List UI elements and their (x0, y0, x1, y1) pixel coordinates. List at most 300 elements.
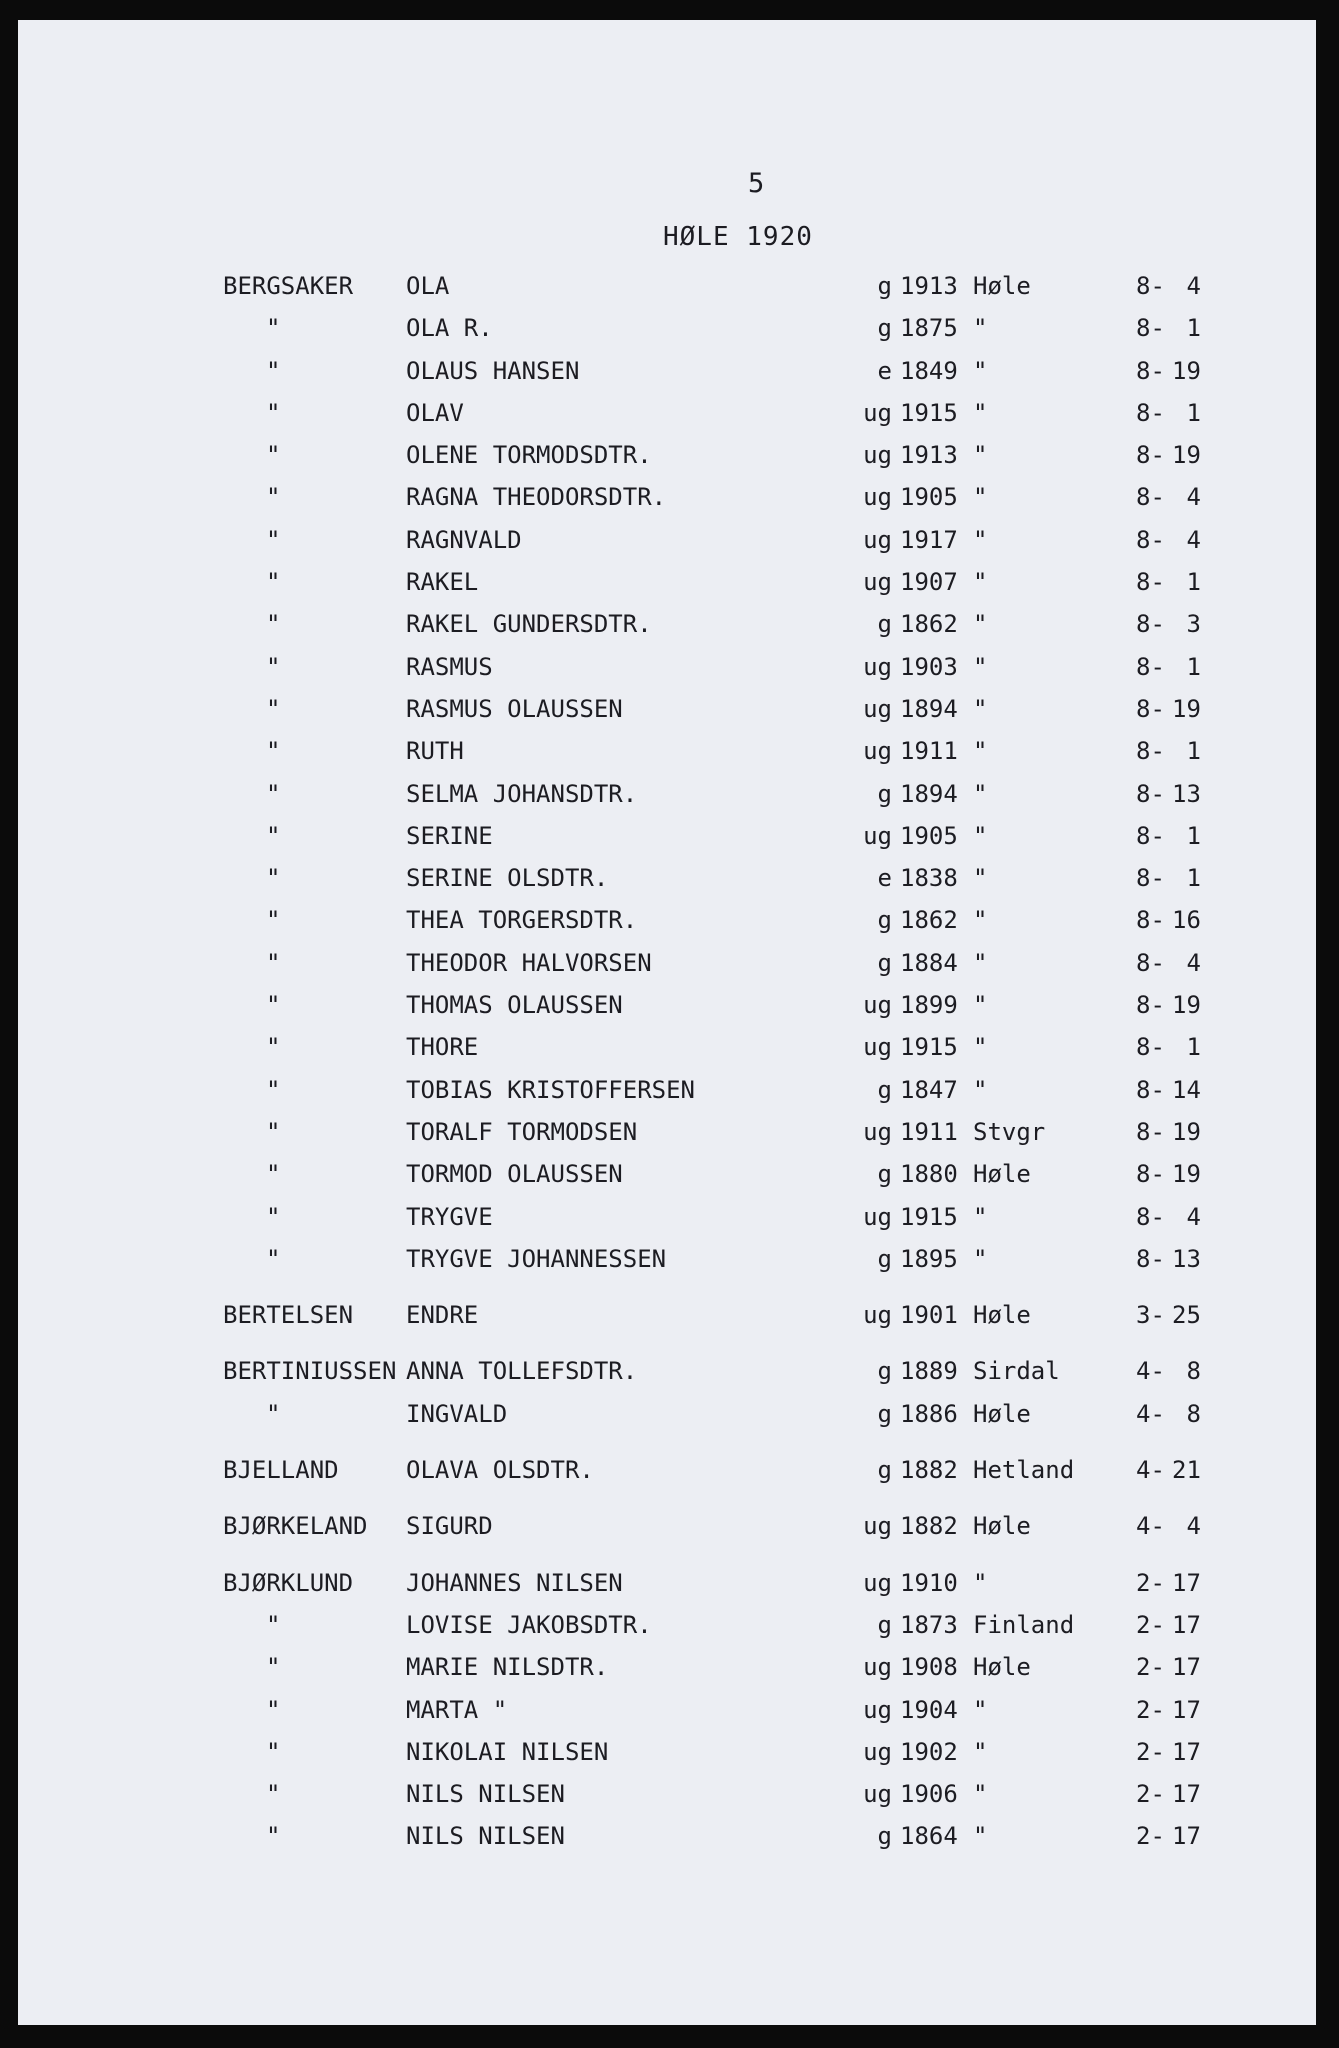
code-number: 21 (1172, 1456, 1201, 1485)
list-item (18, 568, 1316, 610)
code-prefix: 8- (1136, 737, 1165, 766)
surname-text: " (266, 779, 281, 808)
surname-text: BJØRKLUND (223, 1568, 354, 1597)
birthplace-text: " (973, 568, 988, 597)
code-text (1136, 906, 1224, 934)
list-item (18, 822, 1316, 864)
birth-year-text: 1884 (900, 948, 958, 977)
birth-year-text: 1915 (900, 1033, 958, 1062)
birthplace-text: " (973, 483, 988, 512)
given-name-text: RUTH (406, 737, 464, 766)
birth-year-text: 1906 (900, 1780, 958, 1809)
birth-year-text: 1847 (900, 1075, 958, 1104)
birthplace-text: " (973, 991, 988, 1020)
given-name-text: MARIE NILSDTR. (406, 1653, 609, 1682)
code-prefix: 8- (1136, 525, 1165, 554)
code-text (1136, 1611, 1224, 1639)
code-prefix: 8- (1136, 991, 1165, 1020)
birthplace-text: " (973, 610, 988, 639)
list-item (18, 610, 1316, 652)
code-text (1136, 991, 1224, 1019)
code-number: 19 (1172, 1117, 1201, 1146)
birthplace-text: " (973, 1244, 988, 1273)
marital-status-text: ug (863, 652, 892, 681)
birthplace-text: " (973, 1202, 988, 1231)
code-prefix: 8- (1136, 1160, 1165, 1189)
birthplace-text: " (973, 1033, 988, 1062)
surname-text: " (266, 356, 281, 385)
birth-year-text: 1875 (900, 314, 958, 343)
marital-status-text: g (877, 1244, 892, 1273)
birthplace-text: Sirdal (973, 1357, 1060, 1386)
birth-year-text: 1889 (900, 1357, 958, 1386)
given-name-text: NIKOLAI NILSEN (406, 1737, 609, 1766)
list-item (18, 1301, 1316, 1343)
surname-text: " (266, 1202, 281, 1231)
marital-status-text: ug (863, 398, 892, 427)
code-prefix: 3- (1136, 1301, 1165, 1330)
code-number: 8 (1186, 1357, 1201, 1386)
birthplace-text: " (973, 1737, 988, 1766)
code-number: 4 (1186, 272, 1201, 300)
surname-text: " (266, 991, 281, 1020)
given-name-text: TRYGVE (406, 1202, 493, 1231)
marital-status-text: ug (863, 1202, 892, 1231)
birth-year-text: 1862 (900, 906, 958, 935)
marital-status-text: ug (863, 1568, 892, 1597)
code-number: 1 (1186, 314, 1201, 343)
code-prefix: 2- (1136, 1653, 1165, 1682)
surname-text: " (266, 1033, 281, 1062)
given-name-text: NILS NILSEN (406, 1780, 565, 1809)
birth-year-text: 1908 (900, 1653, 958, 1682)
code-number: 8 (1186, 1399, 1201, 1428)
code-text (1136, 1118, 1224, 1146)
birth-year-text: 1915 (900, 1202, 958, 1231)
surname-text: BJELLAND (223, 1456, 339, 1485)
surname-text: " (266, 906, 281, 935)
code-prefix: 8- (1136, 398, 1165, 427)
code-prefix: 8- (1136, 314, 1165, 343)
birth-year-text: 1880 (900, 1160, 958, 1189)
birthplace-text: Høle (973, 1512, 1031, 1541)
code-number: 13 (1172, 779, 1201, 808)
list-item (18, 1696, 1316, 1738)
marital-status-text: ug (863, 525, 892, 554)
birthplace-text: Høle (973, 1399, 1031, 1428)
birth-year-text: 1901 (900, 1301, 958, 1330)
surname-text: " (266, 1822, 281, 1851)
list-item (18, 1456, 1316, 1498)
given-name-text: RASMUS (406, 652, 493, 681)
marital-status-text: g (877, 1456, 892, 1485)
code-prefix: 2- (1136, 1822, 1165, 1851)
marital-status-text: g (877, 610, 892, 639)
birthplace-text: " (973, 441, 988, 470)
birth-year-text: 1905 (900, 821, 958, 850)
code-text (1136, 1203, 1224, 1231)
code-number: 3 (1186, 610, 1201, 639)
given-name-text: NILS NILSEN (406, 1822, 565, 1851)
birth-year-text: 1882 (900, 1512, 958, 1541)
code-number: 4 (1186, 948, 1201, 977)
given-name-text: TORALF TORMODSEN (406, 1117, 638, 1146)
birth-year-text: 1895 (900, 1244, 958, 1273)
code-prefix: 8- (1136, 1033, 1165, 1062)
code-number: 17 (1172, 1737, 1201, 1766)
birthplace-text: " (973, 1780, 988, 1809)
list-item (18, 1203, 1316, 1245)
birth-year-text: 1904 (900, 1695, 958, 1724)
list-item (18, 1357, 1316, 1399)
given-name-text: RAKEL (406, 568, 479, 597)
code-text (1136, 483, 1224, 511)
surname-text: " (266, 1653, 281, 1682)
birthplace-text: " (973, 1075, 988, 1104)
code-prefix: 4- (1136, 1399, 1165, 1428)
code-text (1136, 568, 1224, 596)
surname-text: " (266, 1737, 281, 1766)
marital-status-text: ug (863, 1512, 892, 1541)
given-name-text: SERINE OLSDTR. (406, 864, 609, 893)
code-text (1136, 1076, 1224, 1104)
list-item (18, 272, 1316, 314)
birthplace-text: " (973, 356, 988, 385)
birth-year-text: 1864 (900, 1822, 958, 1851)
birth-year-text: 1838 (900, 864, 958, 893)
surname-text: " (266, 525, 281, 554)
code-text (1136, 695, 1224, 723)
surname-text: " (266, 1075, 281, 1104)
marital-status-text: e (877, 356, 892, 385)
birthplace-text: " (973, 314, 988, 343)
code-prefix: 8- (1136, 652, 1165, 681)
surname-text: " (266, 1160, 281, 1189)
given-name-text: OLAV (406, 398, 464, 427)
marital-status-text: ug (863, 483, 892, 512)
birthplace-text: Høle (973, 1653, 1031, 1682)
code-prefix: 8- (1136, 779, 1165, 808)
list-item (18, 357, 1316, 399)
code-prefix: 8- (1136, 821, 1165, 850)
birth-year-text: 1882 (900, 1456, 958, 1485)
list-item (18, 864, 1316, 906)
list-item (18, 695, 1316, 737)
list-item (18, 1569, 1316, 1611)
code-text (1136, 1822, 1224, 1850)
given-name-text: OLAVA OLSDTR. (406, 1456, 594, 1485)
birth-year-text: 1903 (900, 652, 958, 681)
code-number: 1 (1186, 652, 1201, 681)
list-item (18, 483, 1316, 525)
marital-status-text: g (877, 1160, 892, 1189)
birthplace-text: Høle (973, 1301, 1031, 1330)
code-text (1136, 441, 1224, 469)
birth-year-text: 1899 (900, 991, 958, 1020)
birthplace-text: Hetland (973, 1456, 1075, 1485)
code-text (1136, 737, 1224, 765)
list-item (18, 1738, 1316, 1780)
marital-status-text: g (877, 1822, 892, 1851)
code-text (1136, 1301, 1224, 1329)
code-number: 4 (1186, 1202, 1201, 1231)
list-item (18, 1245, 1316, 1287)
birthplace-text: " (973, 864, 988, 893)
code-prefix: 8- (1136, 610, 1165, 639)
marital-status-text: ug (863, 821, 892, 850)
given-name-text: INGVALD (406, 1399, 508, 1428)
code-number: 1 (1186, 1033, 1201, 1062)
list-item (18, 737, 1316, 779)
marital-status-text: g (877, 1399, 892, 1428)
birth-year-text: 1902 (900, 1737, 958, 1766)
surname-text: BJØRKELAND (223, 1512, 368, 1541)
code-text (1136, 526, 1224, 554)
census-list (18, 272, 1316, 1865)
code-text (1136, 399, 1224, 427)
given-name-text: LOVISE JAKOBSDTR. (406, 1610, 652, 1639)
birth-year-text: 1917 (900, 525, 958, 554)
surname-text: " (266, 864, 281, 893)
given-name-text: THEODOR HALVORSEN (406, 948, 652, 977)
code-text (1136, 1357, 1224, 1385)
page-title: HØLE 1920 (663, 222, 813, 252)
list-item (18, 949, 1316, 991)
code-prefix: 8- (1136, 356, 1165, 385)
birthplace-text: " (973, 1822, 988, 1851)
code-prefix: 2- (1136, 1737, 1165, 1766)
surname-text: " (266, 821, 281, 850)
document-page (18, 20, 1316, 2025)
given-name-text: JOHANNES NILSEN (406, 1568, 623, 1597)
code-text (1136, 780, 1224, 808)
code-number: 1 (1186, 864, 1201, 893)
marital-status-text: g (877, 1075, 892, 1104)
marital-status-text: ug (863, 991, 892, 1020)
birthplace-text: Høle (973, 1160, 1031, 1189)
list-item (18, 1400, 1316, 1442)
list-item (18, 1822, 1316, 1864)
code-text (1136, 864, 1224, 892)
list-item (18, 1780, 1316, 1822)
code-number: 19 (1172, 441, 1201, 470)
given-name-text: THORE (406, 1033, 479, 1062)
birth-year-text: 1873 (900, 1610, 958, 1639)
given-name-text: ANNA TOLLEFSDTR. (406, 1357, 638, 1386)
given-name-text: ENDRE (406, 1301, 479, 1330)
given-name-text: MARTA " (406, 1695, 508, 1724)
code-number: 1 (1186, 737, 1201, 766)
surname-text: BERTINIUSSEN (223, 1357, 397, 1386)
birthplace-text: " (973, 1568, 988, 1597)
surname-text: " (266, 652, 281, 681)
given-name-text: TRYGVE JOHANNESSEN (406, 1244, 667, 1273)
surname-text: " (266, 314, 281, 343)
marital-status-text: ug (863, 1301, 892, 1330)
list-item (18, 399, 1316, 441)
code-prefix: 2- (1136, 1568, 1165, 1597)
code-prefix: 8- (1136, 906, 1165, 935)
surname-text: " (266, 441, 281, 470)
code-prefix: 8- (1136, 272, 1165, 300)
marital-status-text: ug (863, 1117, 892, 1146)
given-name-text: THEA TORGERSDTR. (406, 906, 638, 935)
birth-year-text: 1894 (900, 779, 958, 808)
given-name-text: OLENE TORMODSDTR. (406, 441, 652, 470)
list-item (18, 314, 1316, 356)
code-number: 17 (1172, 1822, 1201, 1851)
code-prefix: 4- (1136, 1512, 1165, 1541)
given-name-text: SELMA JOHANSDTR. (406, 779, 638, 808)
list-item (18, 1653, 1316, 1695)
code-text (1136, 1160, 1224, 1188)
code-text (1136, 1512, 1224, 1540)
code-text (1136, 1780, 1224, 1808)
birthplace-text: Høle (973, 272, 1031, 300)
given-name-text: RAKEL GUNDERSDTR. (406, 610, 652, 639)
code-number: 14 (1172, 1075, 1201, 1104)
marital-status-text: g (877, 1357, 892, 1386)
surname-text: BERGSAKER (223, 272, 354, 300)
marital-status-text: g (877, 948, 892, 977)
marital-status-text: ug (863, 441, 892, 470)
code-number: 4 (1186, 1512, 1201, 1541)
marital-status-text: ug (863, 1737, 892, 1766)
list-item (18, 1118, 1316, 1160)
code-prefix: 8- (1136, 1202, 1165, 1231)
marital-status-text: ug (863, 1033, 892, 1062)
birthplace-text: " (973, 398, 988, 427)
birth-year-text: 1915 (900, 398, 958, 427)
code-number: 1 (1186, 398, 1201, 427)
birth-year-text: 1862 (900, 610, 958, 639)
code-prefix: 8- (1136, 1244, 1165, 1273)
birth-year-text: 1905 (900, 483, 958, 512)
birth-year-text: 1907 (900, 568, 958, 597)
birthplace-text: Stvgr (973, 1117, 1046, 1146)
birthplace-text: " (973, 779, 988, 808)
marital-status-text: ug (863, 1695, 892, 1724)
code-number: 16 (1172, 906, 1201, 935)
birth-year-text: 1913 (900, 441, 958, 470)
code-number: 19 (1172, 1160, 1201, 1189)
code-text (1136, 1400, 1224, 1428)
code-prefix: 8- (1136, 948, 1165, 977)
birthplace-text: " (973, 525, 988, 554)
code-text (1136, 314, 1224, 342)
given-name-text: SERINE (406, 821, 493, 850)
birthplace-text: " (973, 737, 988, 766)
given-name-text: THOMAS OLAUSSEN (406, 991, 623, 1020)
marital-status-text: g (877, 906, 892, 935)
page-number: 5 (748, 168, 765, 199)
code-prefix: 8- (1136, 568, 1165, 597)
code-number: 4 (1186, 483, 1201, 512)
birth-year-text: 1910 (900, 1568, 958, 1597)
given-name-text: RAGNA THEODORSDTR. (406, 483, 667, 512)
code-text (1136, 1033, 1224, 1061)
code-prefix: 4- (1136, 1456, 1165, 1485)
given-name-text: SIGURD (406, 1512, 493, 1541)
surname-text: " (266, 1244, 281, 1273)
surname-text: " (266, 1695, 281, 1724)
code-prefix: 2- (1136, 1780, 1165, 1809)
marital-status-text: g (877, 1610, 892, 1639)
code-number: 17 (1172, 1610, 1201, 1639)
marital-status-text: ug (863, 694, 892, 723)
code-number: 17 (1172, 1780, 1201, 1809)
birthplace-text: " (973, 948, 988, 977)
surname-text: " (266, 398, 281, 427)
code-number: 19 (1172, 991, 1201, 1020)
code-prefix: 2- (1136, 1610, 1165, 1639)
list-item (18, 780, 1316, 822)
list-item (18, 1160, 1316, 1202)
code-text (1136, 1569, 1224, 1597)
list-item (18, 1611, 1316, 1653)
marital-status-text: ug (863, 1653, 892, 1682)
code-prefix: 8- (1136, 441, 1165, 470)
list-item (18, 906, 1316, 948)
code-number: 1 (1186, 568, 1201, 597)
given-name-text: TORMOD OLAUSSEN (406, 1160, 623, 1189)
surname-text: BERTELSEN (223, 1301, 354, 1330)
code-prefix: 8- (1136, 1117, 1165, 1146)
code-text (1136, 272, 1224, 300)
code-prefix: 8- (1136, 694, 1165, 723)
surname-text: " (266, 694, 281, 723)
surname-text: " (266, 1610, 281, 1639)
given-name-text: OLA (406, 272, 450, 300)
marital-status-text: ug (863, 737, 892, 766)
given-name-text: TOBIAS KRISTOFFERSEN (406, 1075, 695, 1104)
code-number: 17 (1172, 1653, 1201, 1682)
list-item (18, 441, 1316, 483)
surname-text: " (266, 1780, 281, 1809)
surname-text: " (266, 568, 281, 597)
marital-status-text: e (877, 864, 892, 893)
list-item (18, 1033, 1316, 1075)
given-name-text: OLAUS HANSEN (406, 356, 580, 385)
marital-status-text: g (877, 314, 892, 343)
marital-status-text: g (877, 779, 892, 808)
code-text (1136, 1738, 1224, 1766)
given-name-text: OLA R. (406, 314, 493, 343)
code-number: 13 (1172, 1244, 1201, 1273)
list-item (18, 526, 1316, 568)
code-prefix: 2- (1136, 1695, 1165, 1724)
birth-year-text: 1911 (900, 737, 958, 766)
code-number: 19 (1172, 694, 1201, 723)
code-text (1136, 357, 1224, 385)
code-number: 1 (1186, 821, 1201, 850)
code-prefix: 8- (1136, 864, 1165, 893)
code-prefix: 8- (1136, 1075, 1165, 1104)
list-item (18, 1512, 1316, 1554)
marital-status-text: ug (863, 568, 892, 597)
list-item (18, 991, 1316, 1033)
code-text (1136, 1653, 1224, 1681)
birthplace-text: " (973, 652, 988, 681)
given-name-text: RAGNVALD (406, 525, 522, 554)
code-text (1136, 822, 1224, 850)
birthplace-text: " (973, 694, 988, 723)
code-text (1136, 949, 1224, 977)
code-number: 19 (1172, 356, 1201, 385)
surname-text: " (266, 1399, 281, 1428)
code-prefix: 8- (1136, 483, 1165, 512)
list-item (18, 1076, 1316, 1118)
